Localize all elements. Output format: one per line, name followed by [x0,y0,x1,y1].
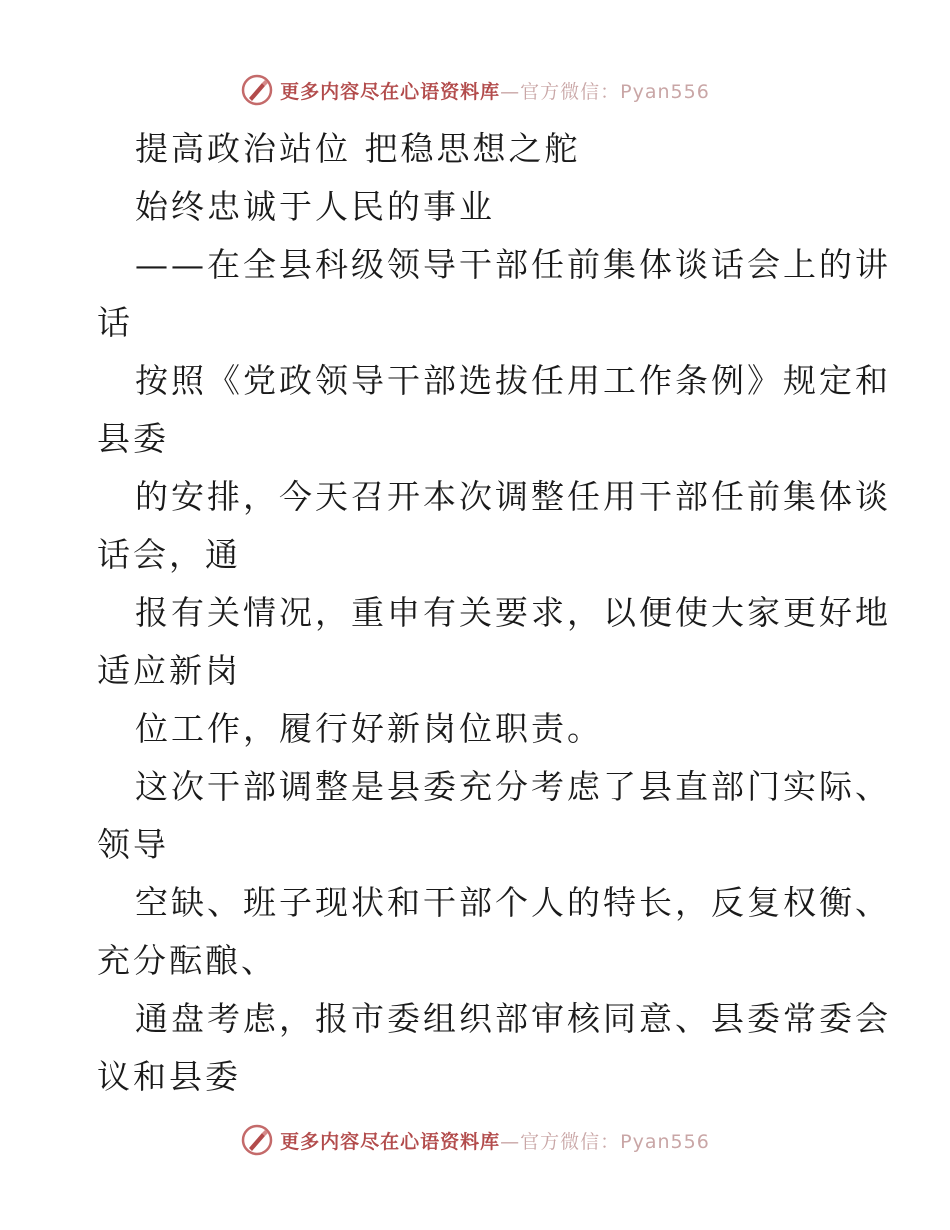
text-line: 提高政治站位 把稳思想之舵 [135,129,581,168]
text-line: 始终忠诚于人民的事业 [135,187,495,226]
text-line: 领导 [97,825,169,864]
watermark-contact-text: 官方微信：Pyan556 [520,1130,710,1153]
watermark-main-text: 更多内容尽在心语资料库 [280,80,501,103]
header-watermark [0,70,950,110]
watermark-text [280,1127,710,1154]
text-line: 位工作，履行好新岗位职责。 [135,709,603,748]
footer-watermark [0,1120,950,1160]
text-line: 充分酝酿、 [97,941,277,980]
text-line: 通盘考虑，报市委组织部审核同意、县委常委会 [135,999,891,1038]
text-line: 话会，通 [97,535,241,574]
watermark-separator: — [500,80,521,103]
text-line: 这次干部调整是县委充分考虑了县直部门实际、 [135,767,891,806]
text-line: 按照《党政领导干部选拔任用工作条例》规定和 [135,361,891,400]
text-line: 适应新岗 [97,651,241,690]
text-line: ——在全县科级领导干部任前集体谈话会上的讲 [135,245,891,284]
text-line: 议和县委 [97,1057,241,1096]
pen-logo-icon [240,1123,274,1157]
watermark-separator: — [500,1130,521,1153]
text-line: 的安排，今天召开本次调整任用干部任前集体谈 [135,477,891,516]
watermark-text [280,77,710,104]
document-body [97,120,891,1106]
pen-logo-icon [240,73,274,107]
text-line: 县委 [97,419,169,458]
text-line: 报有关情况，重申有关要求，以便使大家更好地 [135,593,891,632]
watermark-contact-text: 官方微信：Pyan556 [520,80,710,103]
text-line: 空缺、班子现状和干部个人的特长，反复权衡、 [135,883,891,922]
watermark-main-text: 更多内容尽在心语资料库 [280,1130,501,1153]
text-line: 话 [97,303,133,342]
